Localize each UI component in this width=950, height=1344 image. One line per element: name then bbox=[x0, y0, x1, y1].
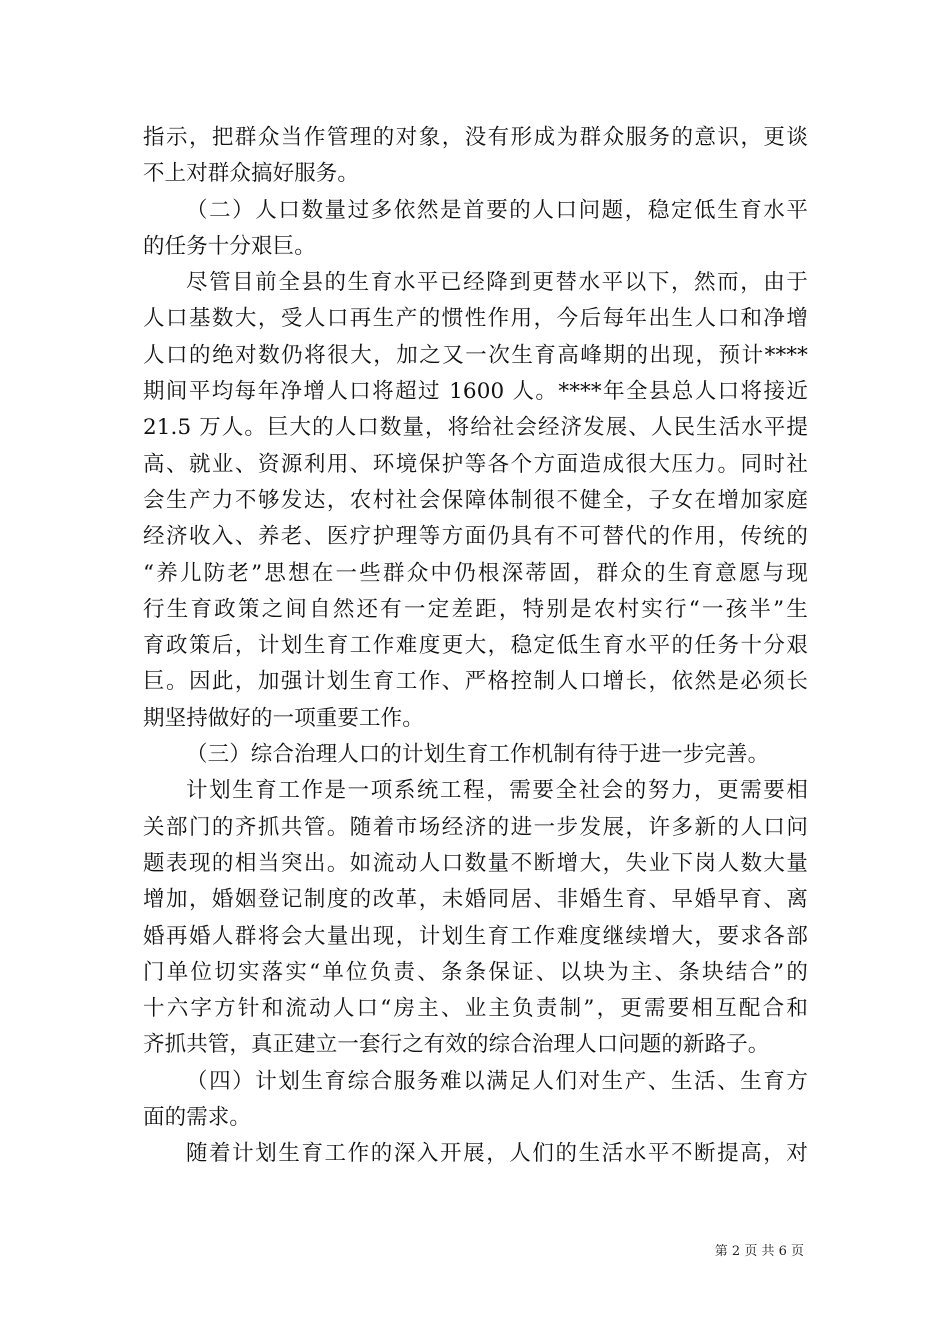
text-line-21: 题表现的相当突出。如流动人口数量不断增大，失业下岗人数大量 bbox=[143, 850, 808, 876]
text-line-15: 育政策后，计划生育工作难度更大，稳定低生育水平的任务十分艰 bbox=[143, 633, 808, 659]
text-line-26: 齐抓共管，真正建立一套行之有效的综合治理人口问题的新路子。 bbox=[143, 1032, 770, 1058]
text-line-24: 门单位切实落实“单位负责、条条保证、以块为主、条块结合”的 bbox=[143, 959, 808, 985]
text-line-16: 巨。因此，加强计划生育工作、严格控制人口增长，依然是必须长 bbox=[143, 669, 808, 695]
section-heading-4: （四）计划生育综合服务难以满足人们对生产、生活、生育方 bbox=[186, 1068, 808, 1094]
text-line-11: 会生产力不够发达，农村社会保障体制很不健全，子女在增加家庭 bbox=[143, 487, 808, 513]
text-line-7: 人口的绝对数仍将很大，加之又一次生育高峰期的出现，预计**** bbox=[143, 342, 808, 368]
section-heading-4-cont: 面的需求。 bbox=[143, 1105, 252, 1131]
section-heading-2-cont: 的任务十分艰巨。 bbox=[143, 233, 316, 259]
text-line-13: “养儿防老”思想在一些群众中仍根深蒂固，群众的生育意愿与现 bbox=[143, 560, 808, 586]
text-line-29: 随着计划生育工作的深入开展，人们的生活水平不断提高，对 bbox=[186, 1141, 808, 1167]
text-line-19: 计划生育工作是一项系统工程，需要全社会的努力，更需要相 bbox=[186, 778, 808, 804]
text-line-10: 高、就业、资源利用、环境保护等各个方面造成很大压力。同时社 bbox=[143, 451, 808, 477]
page-number: 第 2 页 共 6 页 bbox=[714, 1244, 804, 1259]
text-line-9: 21.5 万人。巨大的人口数量，将给社会经济发展、人民生活水平提 bbox=[143, 415, 808, 441]
text-line-8: 期间平均每年净增人口将超过 1600 人。****年全县总人口将接近 bbox=[143, 379, 808, 405]
section-heading-3: （三）综合治理人口的计划生育工作机制有待于进一步完善。 bbox=[186, 742, 770, 768]
text-line-2: 不上对群众搞好服务。 bbox=[143, 161, 360, 187]
text-line-23: 婚再婚人群将会大量出现，计划生育工作难度继续增大，要求各部 bbox=[143, 923, 808, 949]
text-line-17: 期坚持做好的一项重要工作。 bbox=[143, 705, 424, 731]
text-line-1: 指示，把群众当作管理的对象，没有形成为群众服务的意识，更谈 bbox=[143, 125, 808, 150]
text-line-12: 经济收入、养老、医疗护理等方面仍具有不可替代的作用，传统的 bbox=[143, 524, 808, 550]
text-line-20: 关部门的齐抓共管。随着市场经济的进一步发展，许多新的人口问 bbox=[143, 814, 808, 840]
section-heading-2: （二）人口数量过多依然是首要的人口问题，稳定低生育水平 bbox=[186, 197, 808, 223]
text-line-5: 尽管目前全县的生育水平已经降到更替水平以下，然而，由于 bbox=[186, 270, 808, 296]
document-body bbox=[143, 120, 808, 1173]
text-line-25: 十六字方针和流动人口“房主、业主负责制”，更需要相互配合和 bbox=[143, 996, 808, 1022]
text-line-6: 人口基数大，受人口再生产的惯性作用，今后每年出生人口和净增 bbox=[143, 306, 808, 332]
text-line-14: 行生育政策之间自然还有一定差距，特别是农村实行“一孩半”生 bbox=[143, 596, 808, 622]
text-line-22: 增加，婚姻登记制度的改革，未婚同居、非婚生育、早婚早育、离 bbox=[143, 887, 808, 913]
